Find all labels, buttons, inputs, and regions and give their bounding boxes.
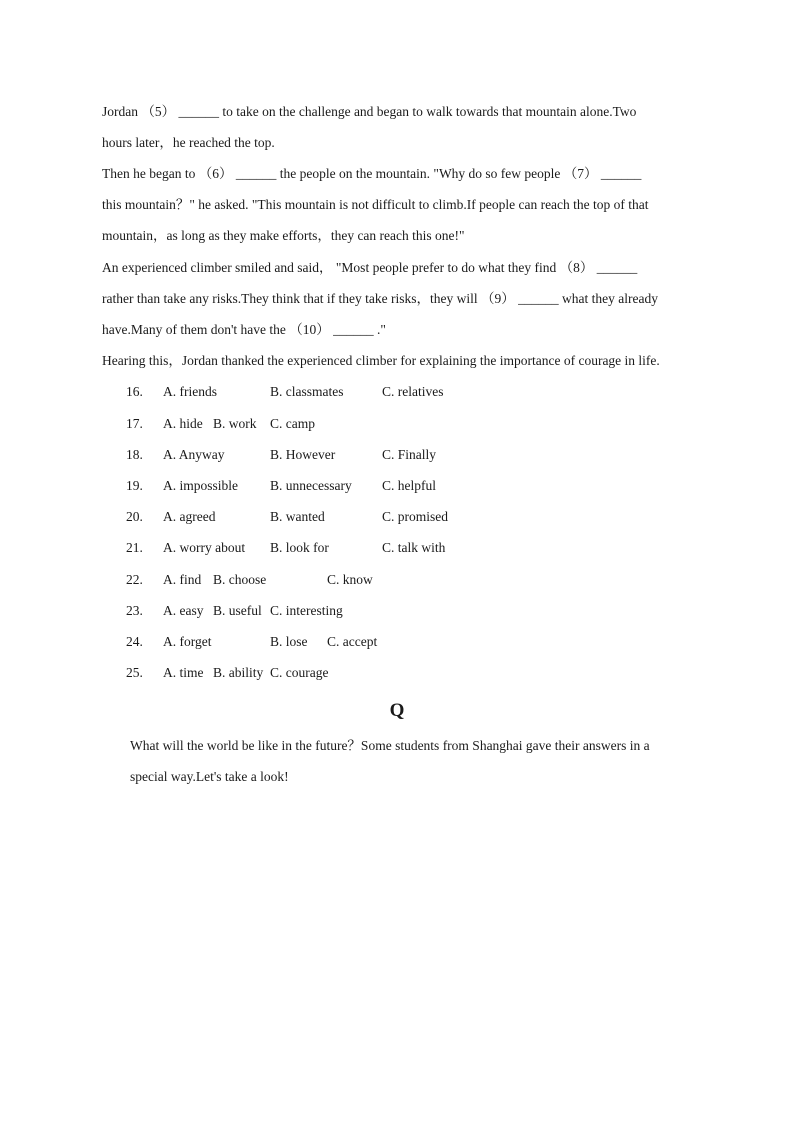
- option-b: B. classmates: [270, 384, 344, 399]
- question-number: 16.: [126, 384, 143, 399]
- option-c: C. courage: [270, 665, 329, 680]
- option-c: C. helpful: [382, 478, 436, 493]
- question-number: 22.: [126, 572, 143, 587]
- option-b: B. unnecessary: [270, 478, 352, 493]
- option-c: C. Finally: [382, 447, 437, 462]
- section-line: special way.Let's take a look!: [130, 769, 289, 784]
- question-number: 20.: [126, 509, 143, 524]
- passage-line: Hearing this，Jordan thanked the experienced climber for explaining the importance of courage in life.: [102, 353, 660, 368]
- passage-line: An experienced climber smiled and said， "Most people prefer to do what they find （8） ______: [102, 260, 638, 275]
- option-c: C. accept: [327, 634, 378, 649]
- passage-line: have.Many of them don't have the （10） ______ .": [102, 322, 386, 337]
- passage-line: Jordan （5） ______ to take on the challenge and began to walk towards that mountain alone.Two: [102, 104, 637, 119]
- option-b: B. wanted: [270, 509, 325, 524]
- option-b: B. look for: [270, 540, 329, 555]
- option-a: A. Anyway: [163, 447, 225, 462]
- question-number: 24.: [126, 634, 143, 649]
- passage-line: rather than take any risks.They think that if they take risks，they will （9） ______ what they already: [102, 291, 658, 306]
- option-b: B. useful: [213, 603, 262, 618]
- option-c: C. relatives: [382, 384, 444, 399]
- option-a: A. hide: [163, 416, 203, 431]
- option-b: B. choose: [213, 572, 267, 587]
- option-a: A. agreed: [163, 509, 216, 524]
- option-c: C. talk with: [382, 540, 446, 555]
- question-number: 21.: [126, 540, 143, 555]
- passage-line: Then he began to （6） ______ the people on the mountain. "Why do so few people （7） ______: [102, 166, 642, 181]
- option-b: B. lose: [270, 634, 308, 649]
- option-c: C. camp: [270, 416, 315, 431]
- question-number: 17.: [126, 416, 143, 431]
- option-a: A. find: [163, 572, 202, 587]
- option-c: C. know: [327, 572, 373, 587]
- question-number: 18.: [126, 447, 143, 462]
- passage-line: hours later，he reached the top.: [102, 135, 275, 150]
- option-a: A. easy: [163, 603, 204, 618]
- section-title: Q: [389, 700, 405, 721]
- section-line: What will the world be like in the future？Some students from Shanghai gave their answers in a: [130, 738, 650, 753]
- option-b: B. However: [270, 447, 336, 462]
- option-b: B. ability: [213, 665, 264, 680]
- option-a: A. worry about: [163, 540, 246, 555]
- question-number: 23.: [126, 603, 143, 618]
- passage-line: this mountain？" he asked. "This mountain is not difficult to climb.If people can reach the top of that: [102, 197, 649, 212]
- option-a: A. friends: [163, 384, 217, 399]
- option-a: A. forget: [163, 634, 212, 649]
- option-a: A. impossible: [163, 478, 239, 493]
- question-number: 19.: [126, 478, 143, 493]
- passage-line: mountain，as long as they make efforts，they can reach this one!": [102, 228, 465, 243]
- option-a: A. time: [163, 665, 204, 680]
- question-number: 25.: [126, 665, 143, 680]
- option-c: C. promised: [382, 509, 448, 524]
- option-b: B. work: [213, 416, 257, 431]
- option-c: C. interesting: [270, 603, 343, 618]
